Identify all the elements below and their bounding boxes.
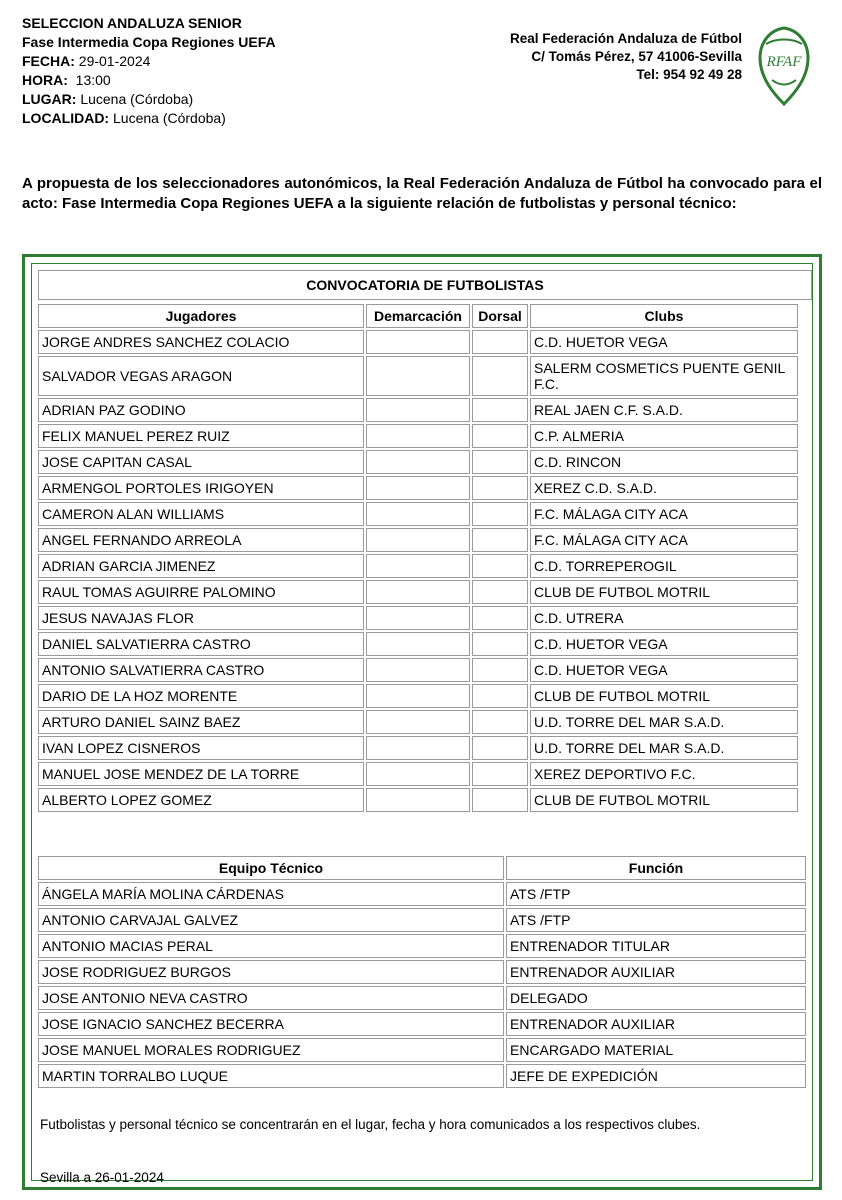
player-name-cell: ARMENGOL PORTOLES IRIGOYEN xyxy=(38,476,364,500)
staff-name-cell: JOSE ANTONIO NEVA CASTRO xyxy=(38,986,504,1010)
staff-name-cell: ANTONIO CARVAJAL GALVEZ xyxy=(38,908,504,932)
table-row xyxy=(38,736,798,760)
demarcacion-cell xyxy=(366,450,470,474)
table-row xyxy=(38,684,798,708)
club-cell: C.D. HUETOR VEGA xyxy=(530,632,798,656)
staff-function-cell: ENCARGADO MATERIAL xyxy=(506,1038,806,1062)
club-cell: CLUB DE FUTBOL MOTRIL xyxy=(530,684,798,708)
demarcacion-cell xyxy=(366,632,470,656)
club-cell: XEREZ C.D. S.A.D. xyxy=(530,476,798,500)
player-name-cell: JORGE ANDRES SANCHEZ COLACIO xyxy=(38,330,364,354)
federation-info xyxy=(430,30,742,84)
dorsal-cell xyxy=(472,554,528,578)
table-row xyxy=(38,934,806,958)
staff-function-cell: ATS /FTP xyxy=(506,882,806,906)
table-row xyxy=(38,882,806,906)
header-localidad: LOCALIDAD: Lucena (Córdoba) xyxy=(22,110,226,126)
player-name-cell: IVAN LOPEZ CISNEROS xyxy=(38,736,364,760)
club-cell: CLUB DE FUTBOL MOTRIL xyxy=(530,580,798,604)
convocatoria-frame xyxy=(22,254,822,1190)
demarcacion-cell xyxy=(366,606,470,630)
club-cell: C.D. HUETOR VEGA xyxy=(530,658,798,682)
dorsal-cell xyxy=(472,398,528,422)
col-header-demarcacion: Demarcación xyxy=(366,304,470,328)
demarcacion-cell xyxy=(366,710,470,734)
dorsal-cell xyxy=(472,450,528,474)
club-cell: F.C. MÁLAGA CITY ACA xyxy=(530,528,798,552)
staff-name-cell: ÁNGELA MARÍA MOLINA CÁRDENAS xyxy=(38,882,504,906)
club-cell: C.D. HUETOR VEGA xyxy=(530,330,798,354)
staff-name-cell: ANTONIO MACIAS PERAL xyxy=(38,934,504,958)
staff-name-cell: JOSE IGNACIO SANCHEZ BECERRA xyxy=(38,1012,504,1036)
club-cell: C.P. ALMERIA xyxy=(530,424,798,448)
demarcacion-cell xyxy=(366,684,470,708)
staff-function-cell: ENTRENADOR AUXILIAR xyxy=(506,960,806,984)
demarcacion-cell xyxy=(366,330,470,354)
col-header-funcion: Función xyxy=(506,856,806,880)
table-row xyxy=(38,1038,806,1062)
table-row xyxy=(38,606,798,630)
table-row xyxy=(38,1012,806,1036)
logo-lettering: RFAF xyxy=(766,54,802,70)
player-name-cell: DANIEL SALVATIERRA CASTRO xyxy=(38,632,364,656)
header-event: Fase Intermedia Copa Regiones UEFA xyxy=(22,34,276,50)
dorsal-cell xyxy=(472,632,528,656)
header-hora: HORA: 13:00 xyxy=(22,72,111,88)
player-name-cell: ADRIAN PAZ GODINO xyxy=(38,398,364,422)
player-name-cell: SALVADOR VEGAS ARAGON xyxy=(38,356,364,396)
dorsal-cell xyxy=(472,606,528,630)
table-row xyxy=(38,580,798,604)
players-body xyxy=(38,330,798,812)
dorsal-cell xyxy=(472,424,528,448)
demarcacion-cell xyxy=(366,398,470,422)
demarcacion-cell xyxy=(366,762,470,786)
club-cell: REAL JAEN C.F. S.A.D. xyxy=(530,398,798,422)
table-row xyxy=(38,554,798,578)
dorsal-cell xyxy=(472,476,528,500)
dorsal-cell xyxy=(472,710,528,734)
demarcacion-cell xyxy=(366,476,470,500)
signed-date: Sevilla a 26-01-2024 xyxy=(40,1170,164,1185)
table-row xyxy=(38,788,798,812)
table-row xyxy=(38,908,806,932)
document-header xyxy=(22,14,276,128)
staff-name-cell: JOSE RODRIGUEZ BURGOS xyxy=(38,960,504,984)
demarcacion-cell xyxy=(366,356,470,396)
demarcacion-cell xyxy=(366,554,470,578)
federation-phone: Tel: 954 92 49 28 xyxy=(636,67,742,82)
dorsal-cell xyxy=(472,502,528,526)
club-cell: C.D. TORREPEROGIL xyxy=(530,554,798,578)
player-name-cell: ALBERTO LOPEZ GOMEZ xyxy=(38,788,364,812)
player-name-cell: RAUL TOMAS AGUIRRE PALOMINO xyxy=(38,580,364,604)
table-row xyxy=(38,398,798,422)
staff-table xyxy=(36,854,808,1090)
table-row xyxy=(38,710,798,734)
player-name-cell: JESUS NAVAJAS FLOR xyxy=(38,606,364,630)
dorsal-cell xyxy=(472,684,528,708)
demarcacion-cell xyxy=(366,502,470,526)
staff-name-cell: MARTIN TORRALBO LUQUE xyxy=(38,1064,504,1088)
club-cell: XEREZ DEPORTIVO F.C. xyxy=(530,762,798,786)
demarcacion-cell xyxy=(366,580,470,604)
dorsal-cell xyxy=(472,658,528,682)
table-row xyxy=(38,330,798,354)
staff-function-cell: JEFE DE EXPEDICIÓN xyxy=(506,1064,806,1088)
dorsal-cell xyxy=(472,788,528,812)
staff-header-row xyxy=(38,856,806,880)
staff-function-cell: ATS /FTP xyxy=(506,908,806,932)
demarcacion-cell xyxy=(366,736,470,760)
table-row xyxy=(38,356,798,396)
player-name-cell: FELIX MANUEL PEREZ RUIZ xyxy=(38,424,364,448)
federation-address: C/ Tomás Pérez, 57 41006-Sevilla xyxy=(531,49,742,64)
player-name-cell: DARIO DE LA HOZ MORENTE xyxy=(38,684,364,708)
table-row xyxy=(38,424,798,448)
header-lugar: LUGAR: Lucena (Córdoba) xyxy=(22,91,194,107)
staff-body xyxy=(38,882,806,1088)
footer-note: Futbolistas y personal técnico se concentrarán en el lugar, fecha y hora comunicados a los respectivos clubes. xyxy=(40,1117,701,1132)
convocatoria-inner xyxy=(31,263,813,1185)
table-row xyxy=(38,1064,806,1088)
dorsal-cell xyxy=(472,762,528,786)
player-name-cell: ADRIAN GARCIA JIMENEZ xyxy=(38,554,364,578)
dorsal-cell xyxy=(472,736,528,760)
table-row xyxy=(38,502,798,526)
table-row xyxy=(38,476,798,500)
club-cell: F.C. MÁLAGA CITY ACA xyxy=(530,502,798,526)
demarcacion-cell xyxy=(366,424,470,448)
federation-logo xyxy=(752,24,816,108)
player-name-cell: CAMERON ALAN WILLIAMS xyxy=(38,502,364,526)
staff-name-cell: JOSE MANUEL MORALES RODRIGUEZ xyxy=(38,1038,504,1062)
table-row xyxy=(38,632,798,656)
dorsal-cell xyxy=(472,330,528,354)
club-cell: CLUB DE FUTBOL MOTRIL xyxy=(530,788,798,812)
header-title: SELECCION ANDALUZA SENIOR xyxy=(22,15,242,31)
player-name-cell: ANTONIO SALVATIERRA CASTRO xyxy=(38,658,364,682)
table-row xyxy=(38,450,798,474)
header-fecha: FECHA: 29-01-2024 xyxy=(22,53,151,69)
dorsal-cell xyxy=(472,580,528,604)
table-row xyxy=(38,986,806,1010)
table-row xyxy=(38,658,798,682)
player-name-cell: JOSE CAPITAN CASAL xyxy=(38,450,364,474)
table-row xyxy=(38,762,798,786)
staff-function-cell: ENTRENADOR TITULAR xyxy=(506,934,806,958)
intro-paragraph: A propuesta de los seleccionadores autonómicos, la Real Federación Andaluza de Fútbol ha convocado para el acto: Fase Intermedia Copa Regiones UEFA a la siguiente relación de futbolistas y personal técnico: xyxy=(22,175,822,212)
col-header-jugadores: Jugadores xyxy=(38,304,364,328)
dorsal-cell xyxy=(472,356,528,396)
table-row xyxy=(38,960,806,984)
federation-name: Real Federación Andaluza de Fútbol xyxy=(509,31,742,46)
club-cell: U.D. TORRE DEL MAR S.A.D. xyxy=(530,710,798,734)
players-table-title: CONVOCATORIA DE FUTBOLISTAS xyxy=(38,270,812,300)
player-name-cell: ANGEL FERNANDO ARREOLA xyxy=(38,528,364,552)
club-cell: SALERM COSMETICS PUENTE GENIL F.C. xyxy=(530,356,798,396)
col-header-dorsal: Dorsal xyxy=(472,304,528,328)
players-header-row xyxy=(38,304,798,328)
demarcacion-cell xyxy=(366,528,470,552)
table-row xyxy=(38,528,798,552)
club-cell: U.D. TORRE DEL MAR S.A.D. xyxy=(530,736,798,760)
dorsal-cell xyxy=(472,528,528,552)
demarcacion-cell xyxy=(366,658,470,682)
staff-function-cell: DELEGADO xyxy=(506,986,806,1010)
club-cell: C.D. UTRERA xyxy=(530,606,798,630)
col-header-clubs: Clubs xyxy=(530,304,798,328)
col-header-equipo-tecnico: Equipo Técnico xyxy=(38,856,504,880)
club-cell: C.D. RINCON xyxy=(530,450,798,474)
player-name-cell: MANUEL JOSE MENDEZ DE LA TORRE xyxy=(38,762,364,786)
players-table xyxy=(36,302,800,814)
staff-function-cell: ENTRENADOR AUXILIAR xyxy=(506,1012,806,1036)
player-name-cell: ARTURO DANIEL SAINZ BAEZ xyxy=(38,710,364,734)
demarcacion-cell xyxy=(366,788,470,812)
